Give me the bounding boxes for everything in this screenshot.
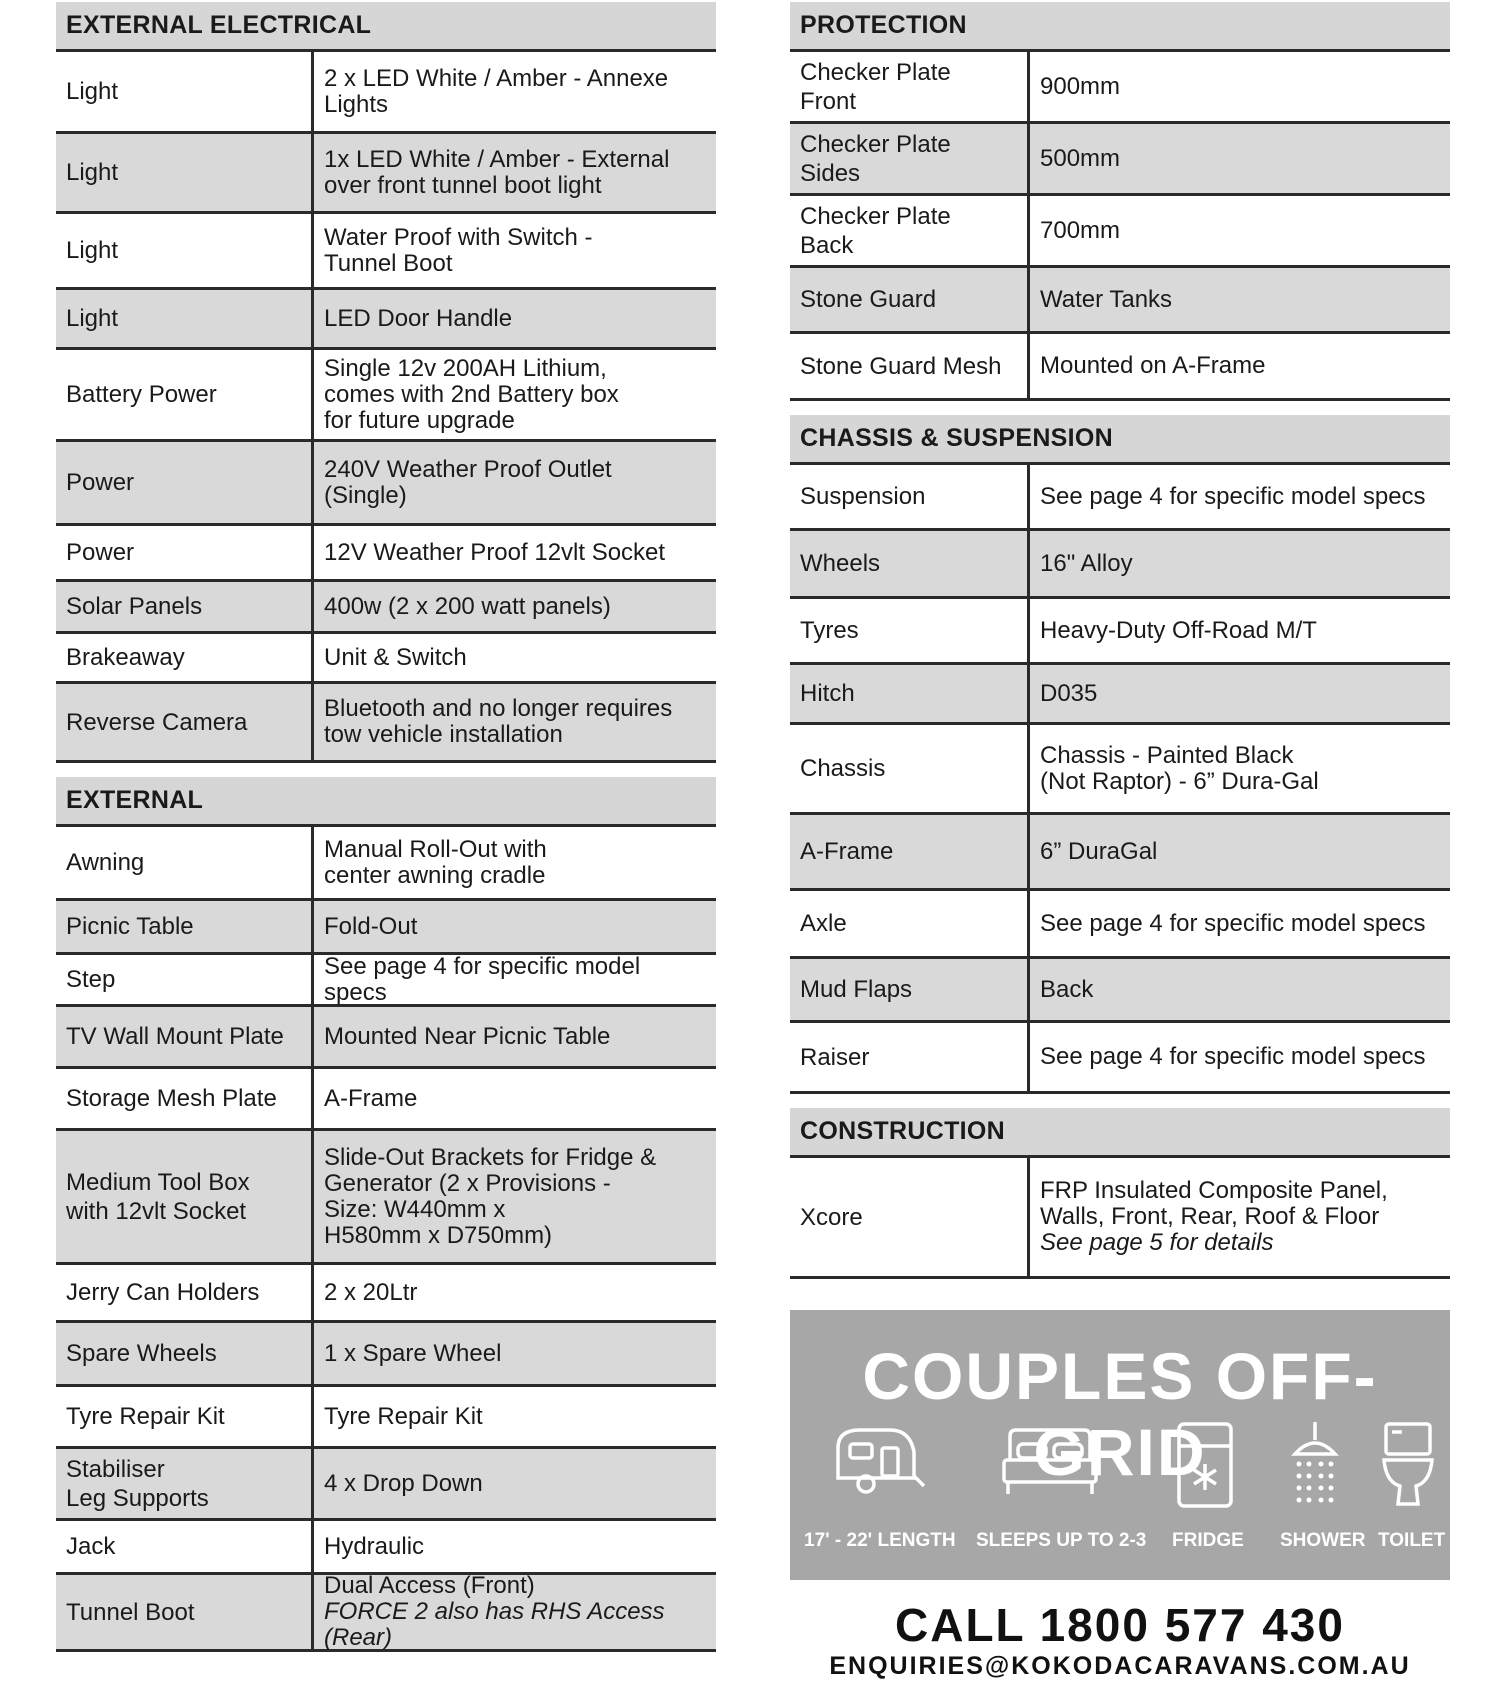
spec-label-text: Stabiliser Leg Supports [66, 1455, 209, 1512]
spec-label-text: Raiser [800, 1043, 870, 1071]
spec-value-text: 1 x Spare Wheel [324, 1339, 502, 1367]
spec-label [56, 634, 314, 681]
spec-value-text: Bluetooth and no longer requires tow vehicle installation [324, 695, 673, 748]
spec-label [56, 214, 314, 287]
spec-label-text: Chassis [800, 755, 886, 782]
spec-row [56, 1265, 716, 1323]
caravan-icon [830, 1420, 926, 1500]
spec-label-text: Suspension [800, 483, 926, 510]
spec-label [56, 827, 314, 898]
enquiries-email[interactable]: ENQUIRIES@KOKODACARAVANS.COM.AU [829, 1652, 1411, 1680]
spec-row [790, 334, 1450, 398]
spec-value [1030, 1023, 1450, 1091]
spec-value-text: 700mm [1040, 216, 1121, 244]
section-heading: CHASSIS & SUSPENSION [790, 415, 1450, 465]
spec-label-text: Battery Power [66, 381, 217, 408]
spec-value [314, 1449, 716, 1518]
spec-value-text: See page 4 for specific model specs [1040, 482, 1426, 510]
spec-row [790, 1158, 1450, 1276]
spec-label-text: Checker Plate Back [800, 202, 951, 259]
spec-label [790, 725, 1030, 812]
spec-label [56, 684, 314, 760]
spec-row [790, 725, 1450, 815]
spec-value-note: See page 5 for details [1040, 1229, 1274, 1256]
section-construction [790, 1108, 1450, 1279]
spec-row [56, 52, 716, 134]
spec-value [1030, 196, 1450, 265]
spec-label [56, 1449, 314, 1518]
spec-value [314, 526, 716, 579]
spec-value [314, 1131, 716, 1262]
spec-label [56, 350, 314, 439]
spec-label-text: Spare Wheels [66, 1340, 217, 1367]
section-external-electrical [56, 2, 716, 763]
banner-title: COUPLES OFF-GRID [862, 1339, 1378, 1489]
spec-row [790, 959, 1450, 1023]
spec-value [314, 134, 716, 211]
spec-label [790, 124, 1030, 193]
spec-value-text: 400w (2 x 200 watt panels) [324, 592, 611, 620]
spec-label-text: Axle [800, 910, 847, 937]
right-column [790, 2, 1450, 1293]
spec-label-text: A-Frame [800, 838, 894, 865]
feature-label-sleeps: SLEEPS UP TO 2-3 [976, 1530, 1147, 1551]
spec-label [56, 1069, 314, 1128]
spec-value [314, 1265, 716, 1320]
spec-value-text: Tyre Repair Kit [324, 1402, 483, 1430]
spec-label-text: Checker Plate Sides [800, 130, 951, 187]
spec-value [314, 684, 716, 760]
spec-row [56, 952, 716, 1007]
spec-label-text: Xcore [800, 1203, 863, 1231]
spec-label [56, 1387, 314, 1446]
spec-label-text: Mud Flaps [800, 976, 913, 1003]
spec-label [790, 959, 1030, 1020]
spec-value-text: See page 4 for specific model specs [1040, 1043, 1426, 1070]
spec-row [56, 1007, 716, 1069]
spec-label [790, 531, 1030, 596]
spec-row [56, 1387, 716, 1449]
spec-label [56, 1131, 314, 1262]
spec-value [314, 827, 716, 898]
spec-row [56, 1069, 716, 1131]
section-heading: PROTECTION [790, 2, 1450, 52]
spec-value [314, 290, 716, 347]
spec-label-text: Stone Guard Mesh [800, 352, 1002, 380]
spec-value [314, 1323, 716, 1384]
spec-row [56, 634, 716, 684]
spec-value [1030, 815, 1450, 888]
spec-label [56, 1521, 314, 1572]
spec-value [1030, 124, 1450, 193]
spec-value [1030, 531, 1450, 596]
spec-label-text: Jerry Can Holders [66, 1279, 260, 1306]
fridge-icon [1175, 1420, 1235, 1510]
spec-label [56, 955, 314, 1004]
spec-value-text: Heavy-Duty Off-Road M/T [1040, 616, 1317, 644]
spec-value [314, 901, 716, 952]
spec-label-text: Tunnel Boot [66, 1598, 195, 1626]
spec-row [790, 665, 1450, 725]
spec-label-text: Power [66, 539, 135, 566]
spec-row [56, 134, 716, 214]
left-column [56, 2, 716, 1666]
spec-label-text: Jack [66, 1533, 116, 1560]
spec-row [56, 684, 716, 760]
spec-value [314, 1572, 716, 1651]
spec-value-text: Fold-Out [324, 912, 418, 940]
feature-label-shower: SHOWER [1280, 1530, 1366, 1551]
spec-value-note: FORCE 2 also has RHS Access (Rear) [324, 1598, 665, 1651]
spec-label [790, 1158, 1030, 1276]
spec-row [56, 1131, 716, 1265]
spec-value-text: Mounted Near Picnic Table [324, 1022, 611, 1050]
spec-row [56, 350, 716, 442]
spec-label [56, 442, 314, 523]
spec-value [314, 1007, 716, 1066]
spec-value [314, 952, 716, 1006]
spec-value-text: 6” DuraGal [1040, 837, 1158, 865]
spec-row [56, 290, 716, 350]
spec-value [314, 634, 716, 681]
toilet-icon [1380, 1420, 1436, 1510]
spec-label-text: Wheels [800, 550, 881, 577]
spec-value-text: Slide-Out Brackets for Fridge & Generator (2 x Provisions - Size: W440mm x H580mm x D750mm) [324, 1143, 657, 1249]
spec-row [790, 599, 1450, 665]
spec-row [790, 52, 1450, 124]
spec-label [790, 815, 1030, 888]
spec-row [56, 1572, 716, 1651]
spec-label-text: Awning [66, 849, 145, 876]
spec-value-text: A-Frame [324, 1084, 418, 1112]
spec-value-text: 12V Weather Proof 12vlt Socket [324, 538, 666, 566]
spec-value-text: Chassis - Painted Black (Not Raptor) - 6” Dura-Gal [1040, 741, 1319, 795]
spec-label [56, 1575, 314, 1649]
spec-value-text: Hydraulic [324, 1532, 425, 1560]
spec-row [56, 214, 716, 290]
spec-label-text: Hitch [800, 680, 855, 707]
spec-label [56, 582, 314, 631]
spec-row [56, 582, 716, 634]
spec-value [314, 214, 716, 287]
spec-value-text: 4 x Drop Down [324, 1469, 483, 1497]
spec-row [56, 442, 716, 526]
spec-label-text: Tyre Repair Kit [66, 1403, 225, 1430]
spec-value [1030, 665, 1450, 722]
spec-value-text: FRP Insulated Composite Panel, Walls, Front, Rear, Roof & Floor [1040, 1177, 1388, 1230]
spec-row [790, 196, 1450, 268]
spec-label [790, 334, 1030, 398]
spec-value [314, 1521, 716, 1572]
spec-value-text: Back [1040, 975, 1094, 1003]
spec-label-text: Stone Guard [800, 286, 937, 313]
spec-value-text: 1x LED White / Amber - External over front tunnel boot light [324, 145, 670, 199]
spec-value-text: See page 4 for specific model specs [1040, 909, 1426, 937]
section-heading: EXTERNAL ELECTRICAL [56, 2, 716, 52]
spec-value-text: D035 [1040, 679, 1098, 707]
spec-label [56, 526, 314, 579]
spec-value [1030, 268, 1450, 331]
spec-value-text: Mounted on A-Frame [1040, 352, 1266, 379]
spec-label [56, 134, 314, 211]
spec-value-text: Unit & Switch [324, 643, 467, 671]
spec-label-text: Light [66, 237, 119, 264]
spec-row [790, 268, 1450, 334]
spec-label [56, 1265, 314, 1320]
spec-value [314, 582, 716, 631]
spec-label [56, 1007, 314, 1066]
spec-label-text: Light [66, 159, 119, 186]
spec-row [56, 827, 716, 901]
section-chassis-suspension [790, 415, 1450, 1094]
spec-value-text: 16" Alloy [1040, 549, 1133, 577]
spec-label-text: TV Wall Mount Plate [66, 1023, 284, 1050]
spec-label [56, 52, 314, 131]
spec-row [790, 815, 1450, 891]
spec-label-text: Storage Mesh Plate [66, 1085, 277, 1112]
spec-label [790, 891, 1030, 956]
feature-label-fridge: FRIDGE [1172, 1530, 1244, 1551]
spec-value [1030, 52, 1450, 121]
section-external [56, 777, 716, 1652]
spec-label [790, 665, 1030, 722]
section-heading: EXTERNAL [56, 777, 716, 827]
spec-row [790, 1023, 1450, 1091]
spec-row [56, 1449, 716, 1521]
spec-row [56, 1521, 716, 1575]
spec-value-text: Dual Access (Front) [324, 1572, 535, 1599]
spec-value [1030, 725, 1450, 812]
spec-label-text: Checker Plate Front [800, 58, 951, 115]
spec-label-text: Light [66, 78, 119, 105]
spec-value-text: Water Tanks [1040, 285, 1173, 313]
feature-label-toilet: TOILET [1378, 1530, 1446, 1551]
spec-row [790, 124, 1450, 196]
spec-value-text: Single 12v 200AH Lithium, comes with 2nd Battery box for future upgrade [324, 354, 619, 434]
spec-value-text: Manual Roll-Out with center awning cradle [324, 835, 547, 889]
spec-row [790, 465, 1450, 531]
spec-row [790, 891, 1450, 959]
spec-label [790, 196, 1030, 265]
section-heading: CONSTRUCTION [790, 1108, 1450, 1158]
spec-label-text: Light [66, 305, 119, 332]
spec-value-text: Water Proof with Switch - Tunnel Boot [324, 223, 593, 277]
spec-label-text: Solar Panels [66, 593, 203, 620]
shower-icon [1285, 1420, 1345, 1510]
spec-row [56, 1323, 716, 1387]
spec-value [314, 350, 716, 439]
spec-value-text: See page 4 for specific model specs [324, 952, 641, 1006]
spec-value-text: 2 x LED White / Amber - Annexe Lights [324, 64, 669, 118]
spec-label-text: Medium Tool Box with 12vlt Socket [66, 1168, 250, 1225]
spec-label [790, 1023, 1030, 1091]
spec-label [56, 1323, 314, 1384]
spec-label [790, 52, 1030, 121]
spec-value-text: 900mm [1040, 72, 1121, 100]
spec-label-text: Power [66, 469, 135, 496]
spec-label-text: Picnic Table [66, 913, 194, 940]
spec-value [314, 442, 716, 523]
spec-value-text: 2 x 20Ltr [324, 1278, 418, 1306]
spec-value [1030, 1158, 1450, 1276]
spec-row [790, 531, 1450, 599]
spec-value [1030, 465, 1450, 528]
spec-label-text: Step [66, 966, 116, 993]
spec-value [314, 1387, 716, 1446]
spec-value [1030, 599, 1450, 662]
spec-label [790, 599, 1030, 662]
call-phone-number[interactable]: CALL 1800 577 430 [895, 1599, 1345, 1651]
spec-label [56, 290, 314, 347]
spec-label-text: Brakeaway [66, 644, 185, 671]
spec-label-text: Reverse Camera [66, 708, 248, 736]
spec-value [1030, 959, 1450, 1020]
spec-label [790, 465, 1030, 528]
section-protection [790, 2, 1450, 401]
spec-value-text: 240V Weather Proof Outlet (Single) [324, 455, 612, 509]
spec-label [790, 268, 1030, 331]
spec-row [56, 526, 716, 582]
spec-value [1030, 891, 1450, 956]
spec-label [56, 901, 314, 952]
feature-label-length: 17' - 22' LENGTH [804, 1530, 956, 1551]
spec-value [314, 52, 716, 131]
spec-value [1030, 334, 1450, 398]
spec-value [314, 1069, 716, 1128]
spec-value-text: LED Door Handle [324, 304, 513, 332]
bed-icon [1000, 1420, 1100, 1500]
spec-label-text: Tyres [800, 617, 859, 644]
couples-off-grid-banner [790, 1310, 1450, 1580]
spec-row [56, 901, 716, 955]
spec-value-text: 500mm [1040, 144, 1121, 172]
